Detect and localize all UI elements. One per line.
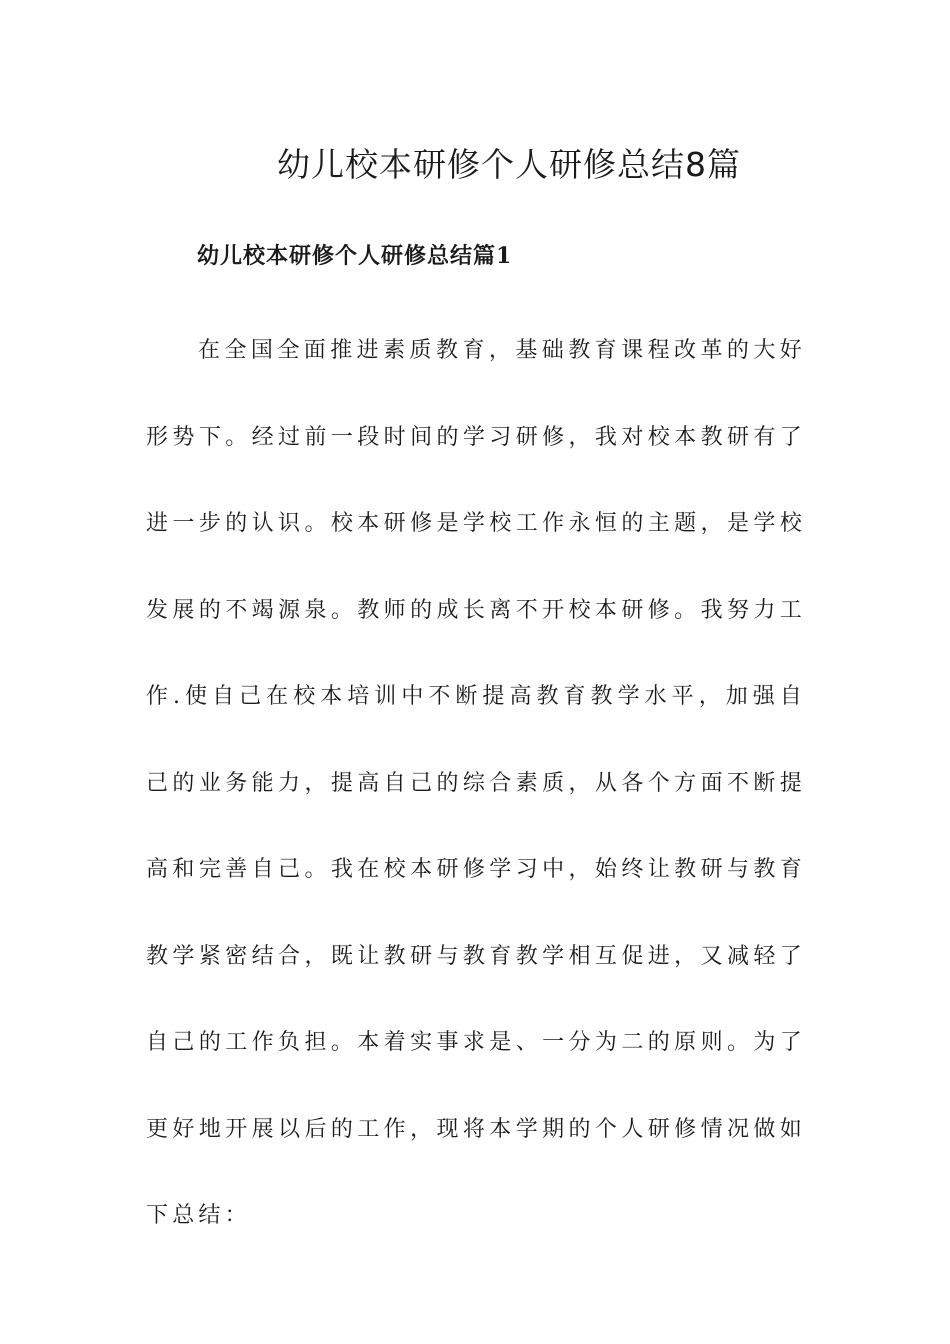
document-title: 幼儿校本研修个人研修总结8篇 xyxy=(277,145,741,184)
section-heading: 幼儿校本研修个人研修总结篇1 xyxy=(197,243,513,269)
body-paragraph: 在全国全面推进素质教育，基础教育课程改革的大好形势下。经过前一段时间的学习研修，我对校本教研有了进一步的认识。校本研修是学校工作永恒的主题，是学校发展的不竭源泉。教师的成长离不开校本研修。我努力工作.使自己在校本培训中不断提高教育教学水平，加强自己的业务能力，提高自己的综合素质，从各个方面不断提高和完善自己。我在校本研修学习中，始终让教研与教育教学紧密结合，既让教研与教育教学相互促进，又减轻了自己的工作负担。本着实事求是、一分为二的原则。为了更好地开展以后的工作，现将本学期的个人研修情况做如下总结： xyxy=(146,338,806,1228)
